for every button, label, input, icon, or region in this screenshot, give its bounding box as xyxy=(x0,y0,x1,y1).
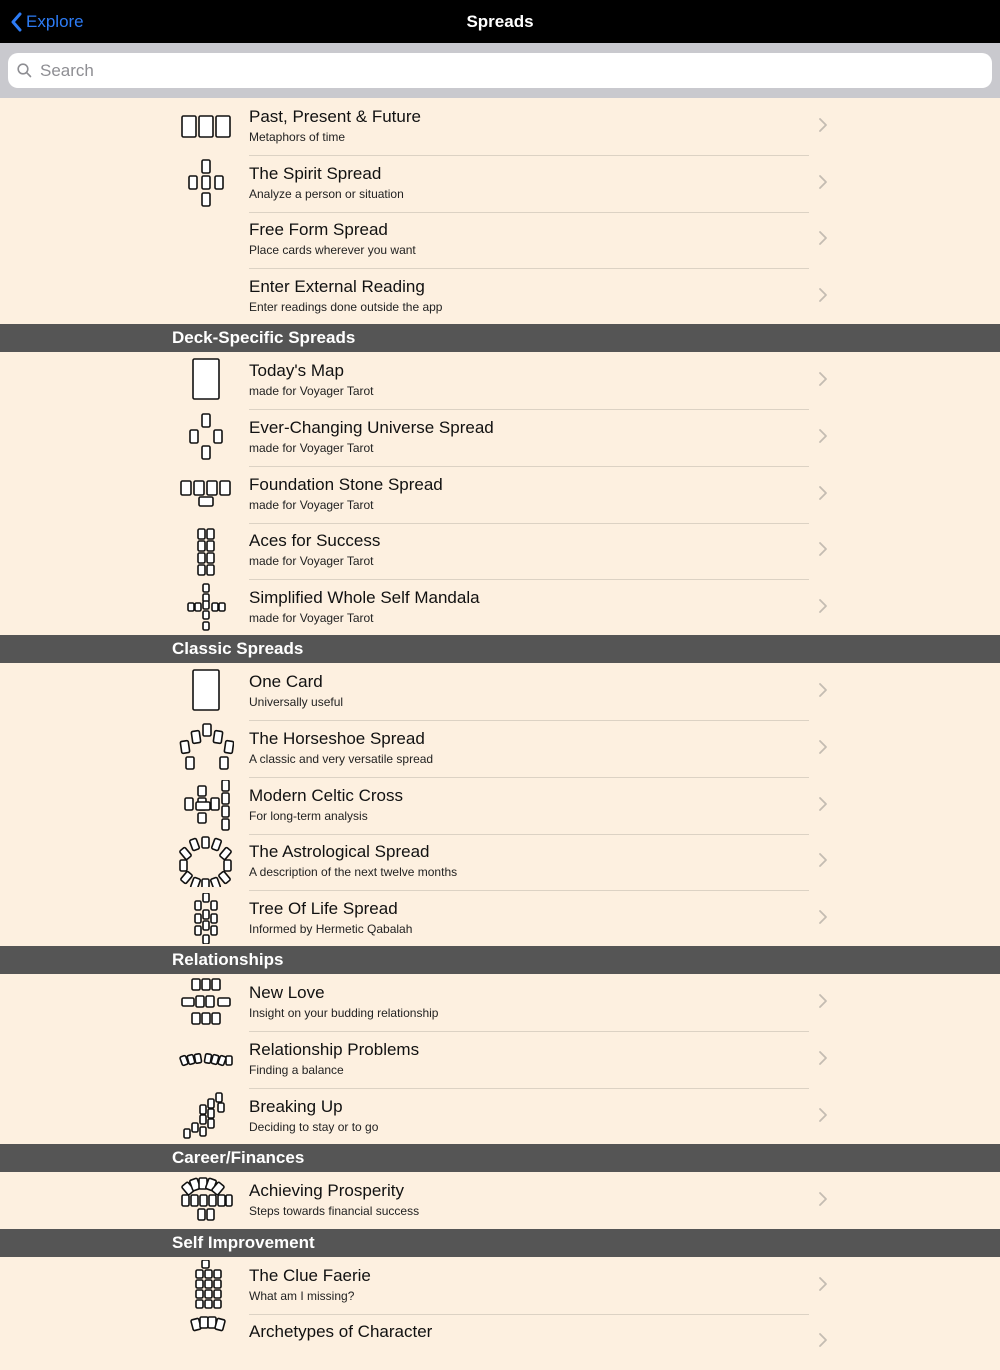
chevron-right-icon xyxy=(818,796,828,812)
row-text xyxy=(249,361,809,410)
spread-subtitle: made for Voyager Tarot xyxy=(249,440,374,455)
navigation-bar xyxy=(0,0,1000,43)
chevron-right-icon xyxy=(818,852,828,868)
section-header: Classic Spreads xyxy=(0,635,1000,663)
mandala-spread-icon xyxy=(178,582,234,633)
spread-row[interactable] xyxy=(0,268,1000,325)
breaking-up-spread-icon xyxy=(178,1091,234,1142)
astrological-spread-icon xyxy=(178,836,234,887)
search-icon xyxy=(17,63,32,78)
spread-subtitle: Enter readings done outside the app xyxy=(249,299,443,314)
chevron-right-icon xyxy=(818,428,828,444)
spread-subtitle: A classic and very versatile spread xyxy=(249,751,434,766)
page-title: Spreads xyxy=(466,12,534,31)
spread-subtitle: Steps towards financial success xyxy=(249,1204,420,1219)
search-field[interactable] xyxy=(8,53,992,88)
new-love-spread-icon xyxy=(178,977,234,1028)
spread-title: Foundation Stone Spread xyxy=(249,474,443,494)
one-card-icon xyxy=(178,666,234,717)
spread-row[interactable] xyxy=(0,663,1000,720)
row-text xyxy=(249,983,809,1032)
spread-title: The Horseshoe Spread xyxy=(249,728,425,748)
relationship-spread-icon xyxy=(178,1034,234,1085)
spread-title: Enter External Reading xyxy=(249,276,425,296)
chevron-right-icon xyxy=(818,682,828,698)
spread-title: The Spirit Spread xyxy=(249,163,382,183)
spread-row[interactable] xyxy=(0,155,1000,212)
spread-row[interactable] xyxy=(0,1313,1000,1370)
spread-row[interactable] xyxy=(0,1088,1000,1145)
spread-title: Modern Celtic Cross xyxy=(249,785,403,805)
spread-subtitle: made for Voyager Tarot xyxy=(249,610,374,625)
spread-subtitle: Deciding to stay or to go xyxy=(249,1119,379,1134)
back-button-label: Explore xyxy=(26,11,84,31)
chevron-right-icon xyxy=(818,1107,828,1123)
spread-row[interactable] xyxy=(0,1172,1000,1229)
row-text xyxy=(249,588,809,636)
row-text xyxy=(249,1181,809,1229)
foundation-spread-icon xyxy=(178,469,234,520)
chevron-right-icon xyxy=(818,993,828,1009)
clue-faerie-spread-icon xyxy=(178,1260,234,1311)
spread-row[interactable] xyxy=(0,720,1000,777)
one-card-icon xyxy=(178,355,234,406)
archetypes-spread-icon xyxy=(178,1316,234,1367)
diamond-spread-icon xyxy=(178,412,234,463)
row-text xyxy=(249,672,809,721)
row-text xyxy=(249,107,809,156)
chevron-right-icon xyxy=(818,287,828,303)
section-header: Self Improvement xyxy=(0,1229,1000,1257)
section-header: Deck-Specific Spreads xyxy=(0,324,1000,352)
spread-list xyxy=(0,98,1000,1370)
spread-title: Today's Map xyxy=(249,361,344,381)
prosperity-spread-icon xyxy=(178,1175,234,1226)
spread-row[interactable] xyxy=(0,98,1000,155)
spread-title: Breaking Up xyxy=(249,1096,343,1116)
spread-title: Free Form Spread xyxy=(249,220,388,240)
spread-title: Relationship Problems xyxy=(249,1039,420,1059)
spread-subtitle: What am I missing? xyxy=(249,1288,355,1303)
spread-subtitle: made for Voyager Tarot xyxy=(249,384,374,399)
horseshoe-spread-icon xyxy=(178,723,234,774)
chevron-right-icon xyxy=(818,1191,828,1207)
row-text xyxy=(249,899,809,947)
row-text xyxy=(249,164,809,213)
spread-title: Archetypes of Character xyxy=(249,1322,433,1342)
section-header: Relationships xyxy=(0,946,1000,974)
section-rows xyxy=(0,98,1000,324)
chevron-right-icon xyxy=(818,598,828,614)
row-text xyxy=(249,1040,809,1089)
spread-row[interactable] xyxy=(0,890,1000,947)
spread-title: New Love xyxy=(249,983,325,1003)
row-text xyxy=(249,277,809,325)
chevron-right-icon xyxy=(818,371,828,387)
chevron-right-icon xyxy=(818,485,828,501)
spread-subtitle: made for Voyager Tarot xyxy=(249,497,374,512)
spread-row[interactable] xyxy=(0,409,1000,466)
search-input[interactable] xyxy=(38,60,942,82)
row-text xyxy=(249,475,809,524)
spread-row[interactable] xyxy=(0,833,1000,890)
spread-row[interactable] xyxy=(0,466,1000,523)
chevron-right-icon xyxy=(818,909,828,925)
spread-row[interactable] xyxy=(0,974,1000,1031)
spread-subtitle: A description of the next twelve months xyxy=(249,865,458,880)
spread-row[interactable] xyxy=(0,579,1000,636)
section-rows xyxy=(0,974,1000,1144)
row-text xyxy=(249,1097,809,1145)
spread-subtitle: Metaphors of time xyxy=(249,130,346,144)
search-bar xyxy=(0,43,1000,98)
spread-subtitle: Informed by Hermetic Qabalah xyxy=(249,921,413,936)
spread-row[interactable] xyxy=(0,777,1000,834)
spread-row[interactable] xyxy=(0,1031,1000,1088)
row-text xyxy=(249,418,809,467)
spread-subtitle: Universally useful xyxy=(249,695,344,710)
spread-title: Aces for Success xyxy=(249,531,381,551)
section-rows xyxy=(0,1257,1000,1370)
spread-subtitle: For long-term analysis xyxy=(249,808,368,823)
spread-subtitle: Place cards wherever you want xyxy=(249,243,416,258)
row-text xyxy=(249,729,809,778)
grid-spread-icon xyxy=(178,525,234,576)
row-text xyxy=(249,220,809,269)
chevron-right-icon xyxy=(818,174,828,190)
chevron-right-icon xyxy=(818,739,828,755)
row-text xyxy=(249,786,809,835)
spread-row[interactable] xyxy=(0,211,1000,268)
spread-title: The Clue Faerie xyxy=(249,1265,371,1285)
chevron-right-icon xyxy=(818,230,828,246)
spread-title: Simplified Whole Self Mandala xyxy=(249,587,480,607)
spread-subtitle: Finding a balance xyxy=(249,1062,344,1077)
chevron-right-icon xyxy=(818,117,828,133)
chevron-right-icon xyxy=(818,1332,828,1348)
spread-title: One Card xyxy=(249,672,323,692)
spread-title: Achieving Prosperity xyxy=(249,1181,404,1201)
section-rows xyxy=(0,1172,1000,1229)
chevron-right-icon xyxy=(818,1050,828,1066)
spread-row[interactable] xyxy=(0,522,1000,579)
row-text xyxy=(249,842,809,891)
section-header: Career/Finances xyxy=(0,1144,1000,1172)
spread-subtitle: Insight on your budding relationship xyxy=(249,1006,439,1021)
spirit-spread-icon xyxy=(178,158,234,209)
tree-of-life-icon xyxy=(178,893,234,944)
row-text xyxy=(249,531,809,580)
spread-title: The Astrological Spread xyxy=(249,842,430,862)
celtic-cross-icon xyxy=(178,780,234,831)
row-text xyxy=(249,1266,809,1315)
section-rows xyxy=(0,352,1000,635)
chevron-right-icon xyxy=(818,541,828,557)
spread-row[interactable] xyxy=(0,1257,1000,1314)
section-rows xyxy=(0,663,1000,946)
spread-title: Past, Present & Future xyxy=(249,107,421,126)
spread-row[interactable] xyxy=(0,352,1000,409)
row-text xyxy=(249,1322,809,1370)
chevron-right-icon xyxy=(818,1276,828,1292)
three-card-icon xyxy=(178,101,234,152)
spread-title: Ever-Changing Universe Spread xyxy=(249,417,494,437)
spread-subtitle: Analyze a person or situation xyxy=(249,186,404,201)
spread-subtitle: made for Voyager Tarot xyxy=(249,554,374,569)
spread-title: Tree Of Life Spread xyxy=(249,898,398,918)
